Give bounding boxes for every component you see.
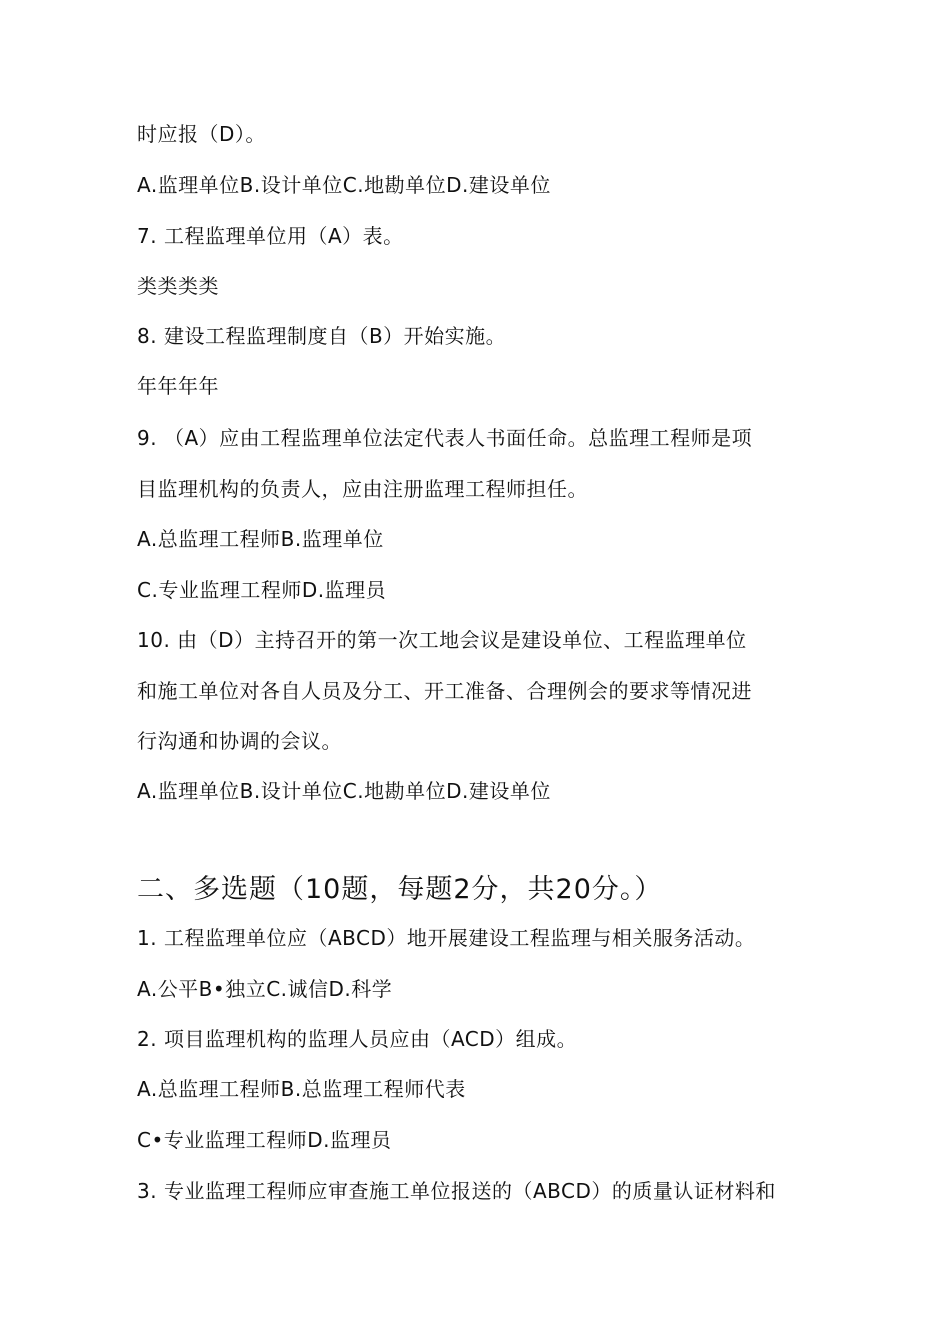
options-line: A.总监理工程师B.总监理工程师代表	[137, 1077, 466, 1101]
question-9: 9. （A）应由工程监理单位法定代表人书面任命。总监理工程师是项	[137, 426, 753, 450]
section-heading: 二、多选题（10题，每题2分，共20分。）	[137, 874, 663, 905]
text-line: 类类类类	[137, 274, 219, 298]
question-1: 1. 工程监理单位应（ABCD）地开展建设工程监理与相关服务活动。	[137, 926, 756, 950]
question-2: 2. 项目监理机构的监理人员应由（ACD）组成。	[137, 1027, 578, 1051]
text-line: 时应报（D）。	[137, 122, 266, 146]
text-line: 和施工单位对各自人员及分工、开工准备、合理例会的要求等情况进	[137, 679, 752, 703]
question-10: 10. 由（D）主持召开的第一次工地会议是建设单位、工程监理单位	[137, 628, 747, 652]
options-line: A.总监理工程师B.监理单位	[137, 527, 384, 551]
text-line: 年年年年	[137, 374, 219, 398]
question-7: 7. 工程监理单位用（A）表。	[137, 224, 404, 248]
text-line: 目监理机构的负责人，应由注册监理工程师担任。	[137, 477, 588, 501]
question-3: 3. 专业监理工程师应审查施工单位报送的（ABCD）的质量认证材料和	[137, 1179, 776, 1203]
text-line: 行沟通和协调的会议。	[137, 729, 342, 753]
options-line: A.公平B•独立C.诚信D.科学	[137, 977, 393, 1001]
options-line: A.监理单位B.设计单位C.地勘单位D.建设单位	[137, 779, 551, 803]
question-8: 8. 建设工程监理制度自（B）开始实施。	[137, 324, 507, 348]
options-line: C•专业监理工程师D.监理员	[137, 1128, 392, 1152]
options-line: C.专业监理工程师D.监理员	[137, 578, 387, 602]
text-line: A.监理单位B.设计单位C.地勘单位D.建设单位	[137, 173, 551, 197]
